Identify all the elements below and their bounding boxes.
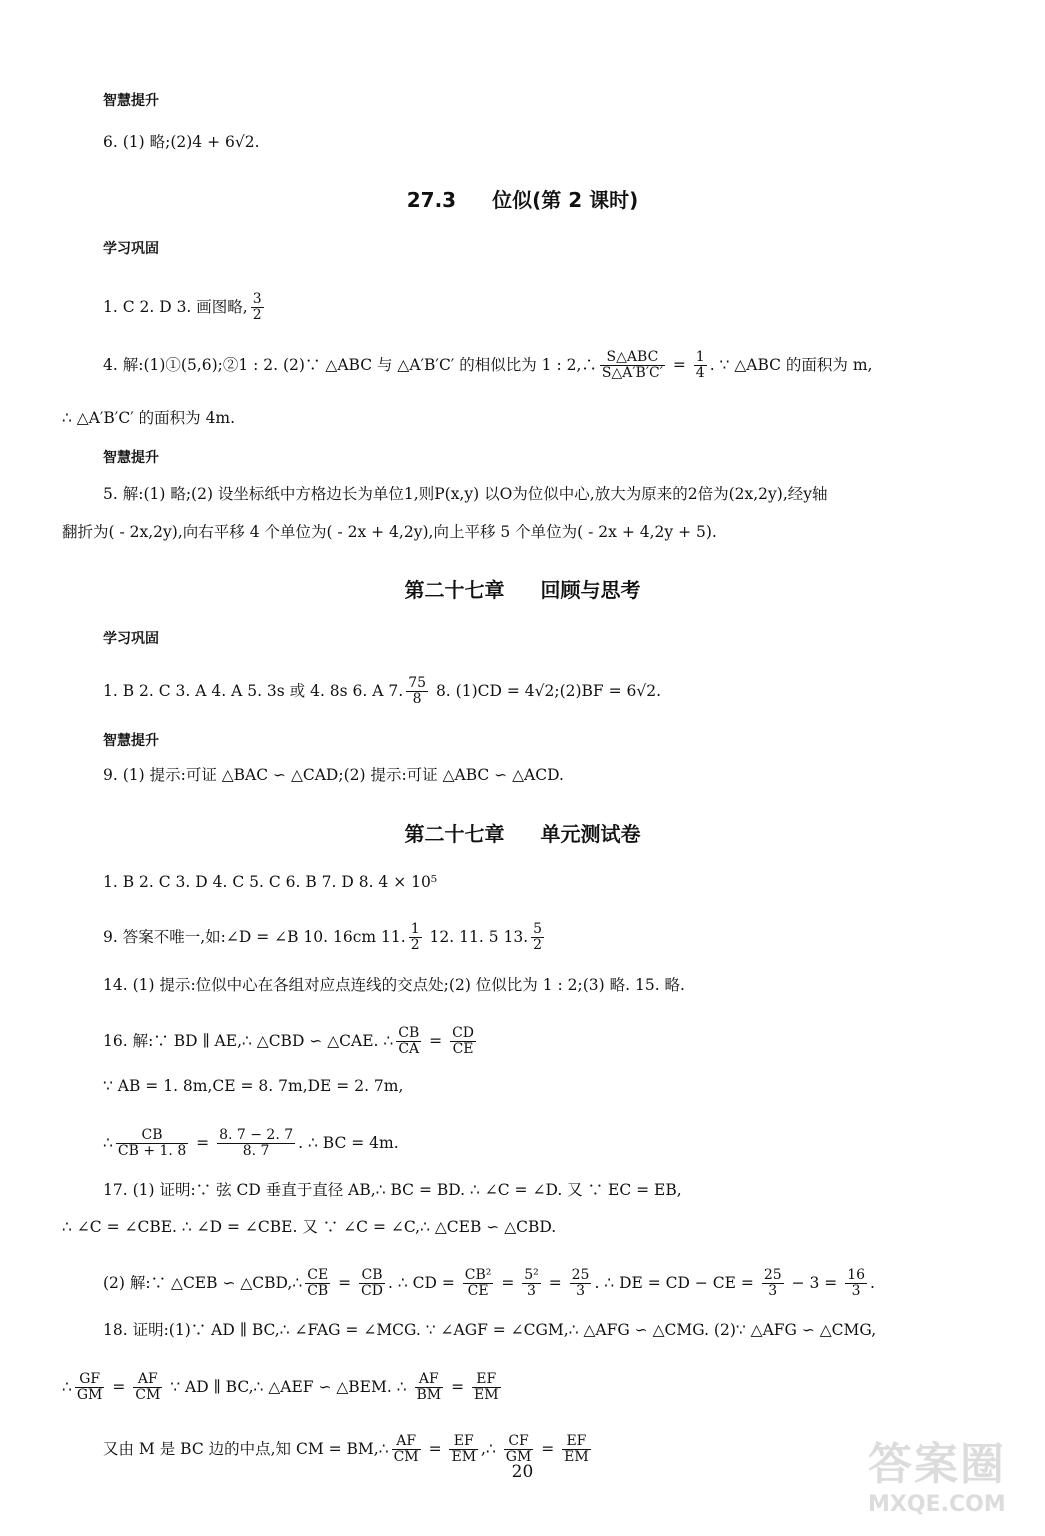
- chapter-heading: [0, 184, 1045, 213]
- fraction: $\frac{EF}{EM}$: [451, 1433, 477, 1466]
- answer-line: 17. (1) 证明:∵ 弦 CD 垂直于直径 AB,∴ BC = BD. ∴ ∠C = ∠D. 又 ∵ EC = EB,: [103, 1181, 682, 1199]
- fraction: $\frac{CD}{CE}$: [452, 1025, 475, 1058]
- answer-line: 4. 解:(1)①(5,6);②1 : 2. (2)∵ △ABC 与 △A′B′C′ 的相似比为 1 : 2,∴ S△ABC S△A′B′C′ = $\frac{1}{4}$ . ∵ △ABC 的面积为 m,: [103, 349, 873, 382]
- section-heading: 智慧提升: [103, 450, 159, 466]
- fraction: $\frac{25}{3}$: [763, 1267, 782, 1300]
- fraction: $\frac{AF}{BM}$: [416, 1371, 442, 1404]
- answer-line: 6. (1) 略;(2)4 + 6√2.: [103, 133, 260, 151]
- answer-line: 9. 答案不唯一,如:∠D = ∠B 10. 16cm 11. $\frac{1}{2}$ 12. 11. 5 13. $\frac{5}{2}$: [103, 921, 543, 954]
- heading-number: 27.3: [406, 188, 457, 212]
- answer-line: 9. (1) 提示:可证 △BAC ∽ △CAD;(2) 提示:可证 △ABC ∽ △ACD.: [103, 766, 564, 784]
- fraction: $\frac{EF}{EM}$: [473, 1371, 499, 1404]
- answer-line: 1. B 2. C 3. D 4. C 5. C 6. B 7. D 8. 4 × 10⁵: [103, 873, 438, 891]
- fraction: $\frac{1}{4}$: [695, 349, 705, 382]
- answer-line: ∴ △A′B′C′ 的面积为 4m.: [62, 409, 236, 427]
- fraction: $\frac{\text{CB²}}{CE}$: [464, 1267, 492, 1300]
- fraction: $\frac{CB}{CB + 1. 8}$: [117, 1127, 187, 1160]
- answer-line: 1. B 2. C 3. A 4. A 5. 3s 或 4. 8s 6. A 7. $\frac{75}{8}$ 8. (1)CD = 4√2;(2)BF = 6√2.: [103, 675, 662, 708]
- fraction: $\frac{CE}{CB}$: [307, 1267, 329, 1300]
- fraction: $\frac{16}{3}$: [847, 1267, 866, 1300]
- answer-line: 翻折为( - 2x,2y),向右平移 4 个单位为( - 2x + 4,2y),向上平移 5 个单位为( - 2x + 4,2y + 5).: [62, 523, 717, 541]
- answer-line: ∴ $\frac{GF}{GM}$ = $\frac{AF}{CM}$ ∵ AD ∥ BC,∴ △AEF ∽ △BEM. ∴ $\frac{AF}{BM}$ = $\frac{EF}{EM}$: [62, 1371, 499, 1404]
- answer-line: 5. 解:(1) 略;(2) 设坐标纸中方格边长为单位1,则P(x,y) 以O为位似中心,放大为原来的2倍为(2x,2y),经y轴: [103, 485, 828, 503]
- page-number: 20: [511, 1462, 534, 1482]
- fraction: $\frac{AF}{CM}$: [135, 1371, 161, 1404]
- answer-line: 1. C 2. D 3. 画图略, $\frac{3}{2}$: [103, 291, 262, 324]
- fraction: $\frac{3}{2}$: [252, 291, 262, 324]
- fraction: S△ABC S△A′B′C′: [601, 349, 663, 382]
- answer-line: ∴ $\frac{CB}{CB + 1. 8}$ = $\frac{8. 7 - 2. 7}{8. 7}$ . ∴ BC = 4m.: [103, 1127, 399, 1160]
- fraction: $\frac{AF}{CM}$: [393, 1433, 419, 1466]
- watermark-logo: 答案圈 MXQE.COM: [868, 1439, 1006, 1517]
- fraction: $\frac{25}{3}$: [571, 1267, 590, 1300]
- answer-line: (2) 解:∵ △CEB ∽ △CBD,∴ $\frac{CE}{CB}$ = $\frac{CB}{CD}$ . ∴ CD = $\frac{\text{CB²}}{CE}$ = $\frac{\text{5²}}{3}$ = $\frac{25}{3}$ . ∴ DE = CD − CE = $\frac{25}{3}$ − 3 = $\frac{16}{3}$ .: [103, 1267, 875, 1300]
- fraction: $\frac{\text{5²}}{3}$: [524, 1267, 539, 1300]
- answer-line: ∴ ∠C = ∠CBE. ∴ ∠D = ∠CBE. 又 ∵ ∠C = ∠C,∴ △CEB ∽ △CBD.: [62, 1218, 557, 1236]
- answer-line: 16. 解:∵ BD ∥ AE,∴ △CBD ∽ △CAE. ∴ $\frac{CB}{CA}$ = $\frac{CD}{CE}$: [103, 1025, 475, 1058]
- section-heading: 学习巩固: [103, 241, 159, 257]
- section-heading: 智慧提升: [103, 93, 159, 109]
- section-heading: 智慧提升: [103, 733, 159, 749]
- chapter-heading: 第二十七章 单元测试卷: [404, 822, 641, 846]
- fraction: $\frac{CB}{CD}$: [361, 1267, 383, 1300]
- fraction: $\frac{GF}{GM}$: [76, 1371, 103, 1404]
- fraction: $\frac{CF}{GM}$: [505, 1433, 532, 1466]
- fraction: $\frac{CB}{CA}$: [398, 1025, 420, 1058]
- answer-line: 又由 M 是 BC 边的中点,知 CM = BM,∴ $\frac{AF}{CM}$ = $\frac{EF}{EM}$ ,∴ $\frac{CF}{GM}$ = $\frac{EF}{EM}$: [103, 1433, 589, 1466]
- section-heading: 学习巩固: [103, 631, 159, 647]
- fraction: $\frac{5}{2}$: [533, 921, 543, 954]
- chapter-heading: 第二十七章 回顾与思考: [404, 578, 641, 602]
- answer-line: ∵ AB = 1. 8m,CE = 8. 7m,DE = 2. 7m,: [103, 1077, 404, 1095]
- fraction: $\frac{8. 7 - 2. 7}{8. 7}$: [219, 1127, 294, 1160]
- answer-line: 18. 证明:(1)∵ AD ∥ BC,∴ ∠FAG = ∠MCG. ∵ ∠AGF = ∠CGM,∴ △AFG ∽ △CMG. (2)∵ △AFG ∽ △CMG,: [103, 1321, 877, 1339]
- answer-line: 14. (1) 提示:位似中心在各组对应点连线的交点处;(2) 位似比为 1 : 2;(3) 略. 15. 略.: [103, 976, 685, 994]
- fraction: $\frac{EF}{EM}$: [564, 1433, 589, 1466]
- fraction: $\frac{75}{8}$: [408, 675, 427, 708]
- fraction: $\frac{1}{2}$: [410, 921, 420, 954]
- heading-title: 位似(第 2 课时): [492, 188, 639, 212]
